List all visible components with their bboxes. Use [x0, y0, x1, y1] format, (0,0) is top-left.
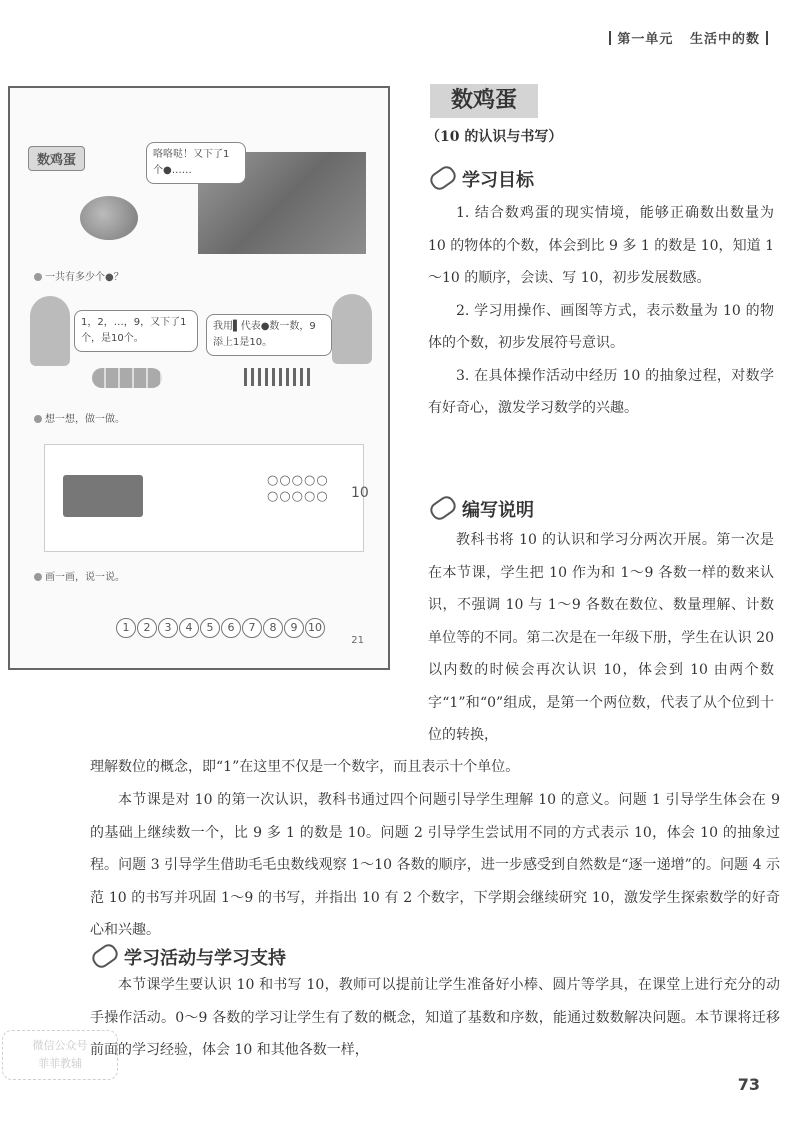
question-2: 想一想，做一做。 — [34, 410, 125, 425]
notes-paragraph-2: 本节课是对 10 的第一次认识，教科书通过四个问题引导学生理解 10 的意义。问题 1 引导学生体会在 9 的基础上继续数一个，比 9 多 1 的数是 10。问题 2 引导学生尝试用不同的方式表示 10，体会 10 的抽象过程。问题 3 引导学生借助毛毛虫数线观察 1～10 各数的顺序，进一步感受到自然数是“逐一递增”的。问题 4 示范 10 的书写并巩固 1～9 的书写，并指出 10 有 2 个数字，下学期会继续研究 10，激发学生探索数学的好奇心和兴趣。 — [90, 792, 780, 938]
objective-item: 1. 结合数鸡蛋的现实情境，能够正确数出数量为 10 的物体的个数，体会到比 9 多 1 的数是 10，知道 1～10 的顺序，会读、写 10，初步发展数感。 — [428, 205, 774, 286]
header-topic: 生活中的数 — [689, 32, 760, 47]
textbook-page-image — [8, 86, 390, 670]
paperclip-icon — [427, 163, 459, 193]
notes-heading: 编写说明 — [430, 496, 534, 522]
hen-speech-bubble: 咯咯哒！又下了1个●…… — [146, 142, 246, 184]
objective-item: 3. 在具体操作活动中经历 10 的抽象过程，对数学有好奇心，激发学习数学的兴趣。 — [428, 367, 774, 416]
caterpillar-segment: 1 — [116, 618, 136, 638]
textbook-page-number: 21 — [351, 635, 364, 646]
lesson-subtitle: （10 的认识与书写） — [426, 129, 563, 145]
egg-crate-image — [63, 475, 143, 517]
objectives-heading: 学习目标 — [430, 166, 534, 192]
question-3: 画一画，说一说。 — [34, 568, 125, 583]
question-1: 一共有多少个●？ — [34, 268, 124, 283]
header-unit: 第一单元 — [617, 32, 674, 47]
activities-paragraph-1: 本节课学生要认识 10 和书写 10，教师可以提前让学生准备好小棒、圆片等学具，在课堂上进行充分的动手操作活动。0～9 各数的学习让学生有了数的概念，知道了基数和序数，能通过数数解决问题。本节课将迁移前面的学习经验，体会 10 和其他各数一样， — [90, 977, 780, 1058]
running-header — [603, 28, 774, 47]
caterpillar-segment: 9 — [284, 618, 304, 638]
caterpillar-segment: 7 — [242, 618, 262, 638]
caterpillar-segment: 6 — [221, 618, 241, 638]
objective-item: 2. 学习用操作、画图等方式，表示数量为 10 的物体的个数，初步发展符号意识。 — [428, 302, 774, 351]
girl-figure — [30, 296, 70, 366]
watermark — [2, 1030, 118, 1080]
stick-tally-image — [244, 368, 314, 386]
boy-speech-bubble: 我用▌代表●数一数，9添上1是10。 — [206, 314, 332, 356]
lesson-title: 数鸡蛋 — [430, 84, 538, 118]
watermark-line-1: 微信公众号 — [32, 1039, 88, 1052]
notes-paragraph-1-continued: 理解数位的概念，即“1”在这里不仅是一个数字，而且表示十个单位。 — [90, 759, 520, 775]
numeral-ten: 10 — [351, 485, 369, 501]
caterpillar-number-line — [116, 618, 326, 640]
representation-panel — [44, 444, 369, 552]
caterpillar-segment: 3 — [158, 618, 178, 638]
caterpillar-segment: 8 — [263, 618, 283, 638]
paperclip-icon — [89, 941, 121, 971]
caterpillar-segment: 4 — [179, 618, 199, 638]
egg-row-image — [92, 368, 162, 388]
caterpillar-segment: 10 — [305, 618, 325, 638]
circle-counters: ○○○○○ ○○○○○ — [267, 473, 329, 504]
boy-figure — [332, 294, 372, 364]
activities-heading: 学习活动与学习支持 — [92, 944, 286, 970]
girl-speech-bubble: 1，2，…，9，又下了1个，是10个。 — [74, 310, 198, 352]
notes-paragraph-1: 教科书将 10 的认识和学习分两次开展。第一次是在本节课，学生把 10 作为和 1～9 各数一样的数来认识，不强调 10 与 1～9 各数在数位、数量理解、计数单位等的不同。第二次是在一年级下册，学生在认识 20 以内数的时候会再次认识 10，体会到 10 由两个数字“1”和“0”组成，是第一个两位数，代表了从个位到十位的转换， — [428, 532, 774, 743]
caterpillar-segment: 2 — [137, 618, 157, 638]
textbook-tag: 数鸡蛋 — [28, 146, 85, 171]
watermark-line-2: 菲菲教辅 — [38, 1057, 82, 1070]
paperclip-icon — [427, 493, 459, 523]
objectives-list — [428, 197, 774, 425]
egg-basket-image — [80, 196, 138, 240]
page-number: 73 — [737, 1075, 760, 1094]
caterpillar-segment: 5 — [200, 618, 220, 638]
